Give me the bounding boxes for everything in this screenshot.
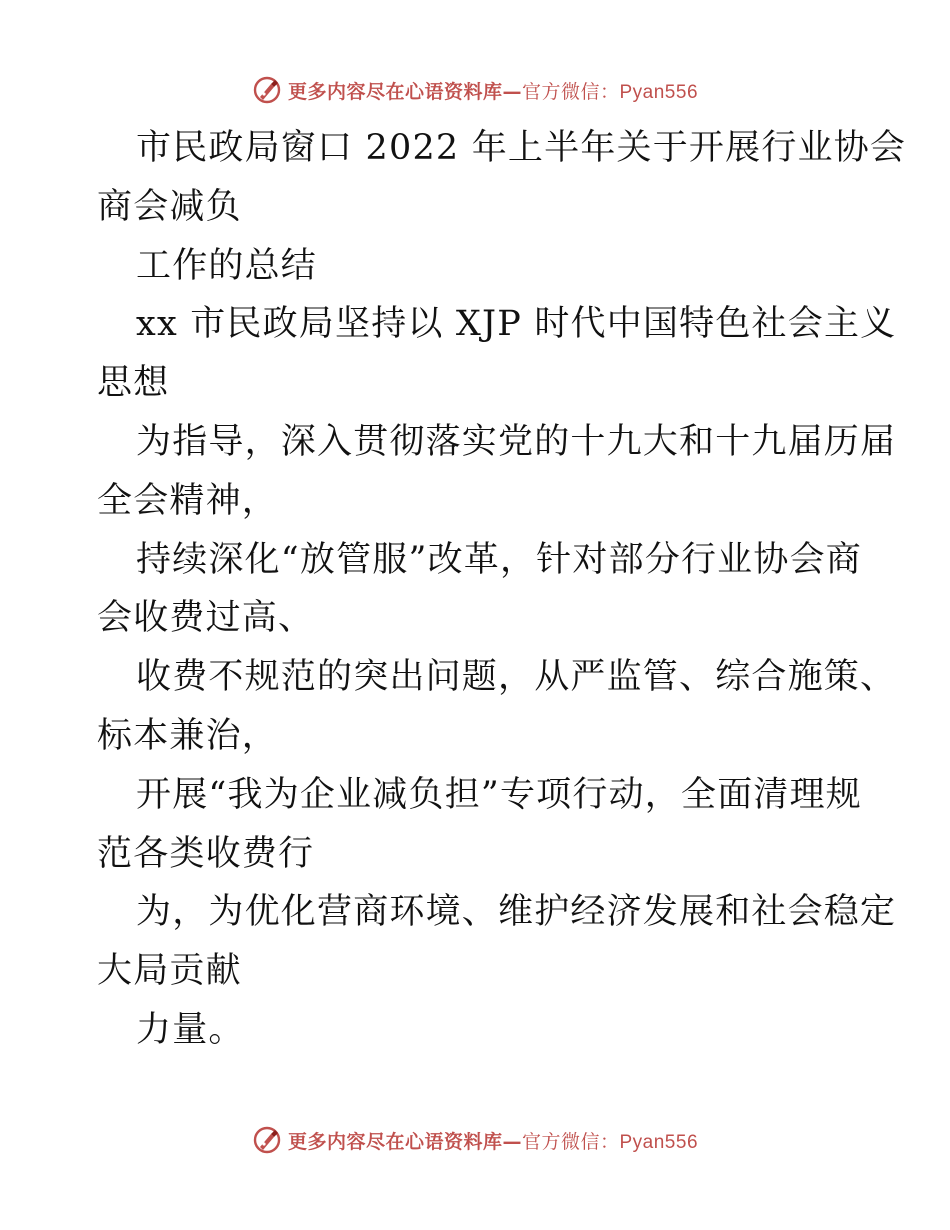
paragraph-line: 持续深化“放管服”改革，针对部分行业协会商 bbox=[136, 539, 862, 580]
paragraph-line: 会收费过高、 bbox=[97, 598, 315, 639]
header-banner-suffix: 官方微信： bbox=[521, 80, 620, 103]
paragraph-line: 为，为优化营商环境、维护经济发展和社会稳定 bbox=[136, 892, 897, 933]
paragraph-line: 力量。 bbox=[136, 1009, 245, 1050]
pen-nib-logo-icon bbox=[252, 1125, 282, 1155]
header-banner-text bbox=[288, 77, 698, 104]
title-line-1: 市民政局窗口 2022 年上半年关于开展行业协会 bbox=[136, 128, 907, 168]
paragraph-line: 标本兼治， bbox=[97, 715, 279, 756]
footer-banner-text bbox=[288, 1127, 698, 1154]
title-line-2: 商会减负 bbox=[97, 186, 242, 227]
pen-nib-logo-icon bbox=[252, 75, 282, 105]
footer-banner-handle: Pyan556 bbox=[619, 1131, 699, 1153]
paragraph-line: 范各类收费行 bbox=[97, 833, 315, 874]
header-banner-handle: Pyan556 bbox=[619, 81, 699, 103]
footer-banner-suffix: 官方微信： bbox=[521, 1130, 620, 1153]
paragraph-line: 为指导，深入贯彻落实党的十九大和十九届历届 bbox=[136, 421, 897, 462]
paragraph-line: 开展“我为企业减负担”专项行动，全面清理规 bbox=[136, 774, 862, 815]
header-banner bbox=[0, 73, 950, 107]
footer-banner-main: 更多内容尽在心语资料库— bbox=[287, 1130, 522, 1153]
paragraph-line: 全会精神， bbox=[97, 480, 279, 521]
title-line-3: 工作的总结 bbox=[136, 245, 318, 286]
paragraph-line: xx 市民政局坚持以 XJP 时代中国特色社会主义 bbox=[136, 304, 897, 345]
document-body bbox=[97, 119, 907, 1060]
header-banner-main: 更多内容尽在心语资料库— bbox=[287, 80, 522, 103]
paragraph-line: 收费不规范的突出问题，从严监管、综合施策、 bbox=[136, 657, 897, 698]
paragraph-line: 大局贡献 bbox=[97, 951, 242, 992]
paragraph-line: 思想 bbox=[97, 363, 170, 404]
footer-banner bbox=[0, 1123, 950, 1157]
